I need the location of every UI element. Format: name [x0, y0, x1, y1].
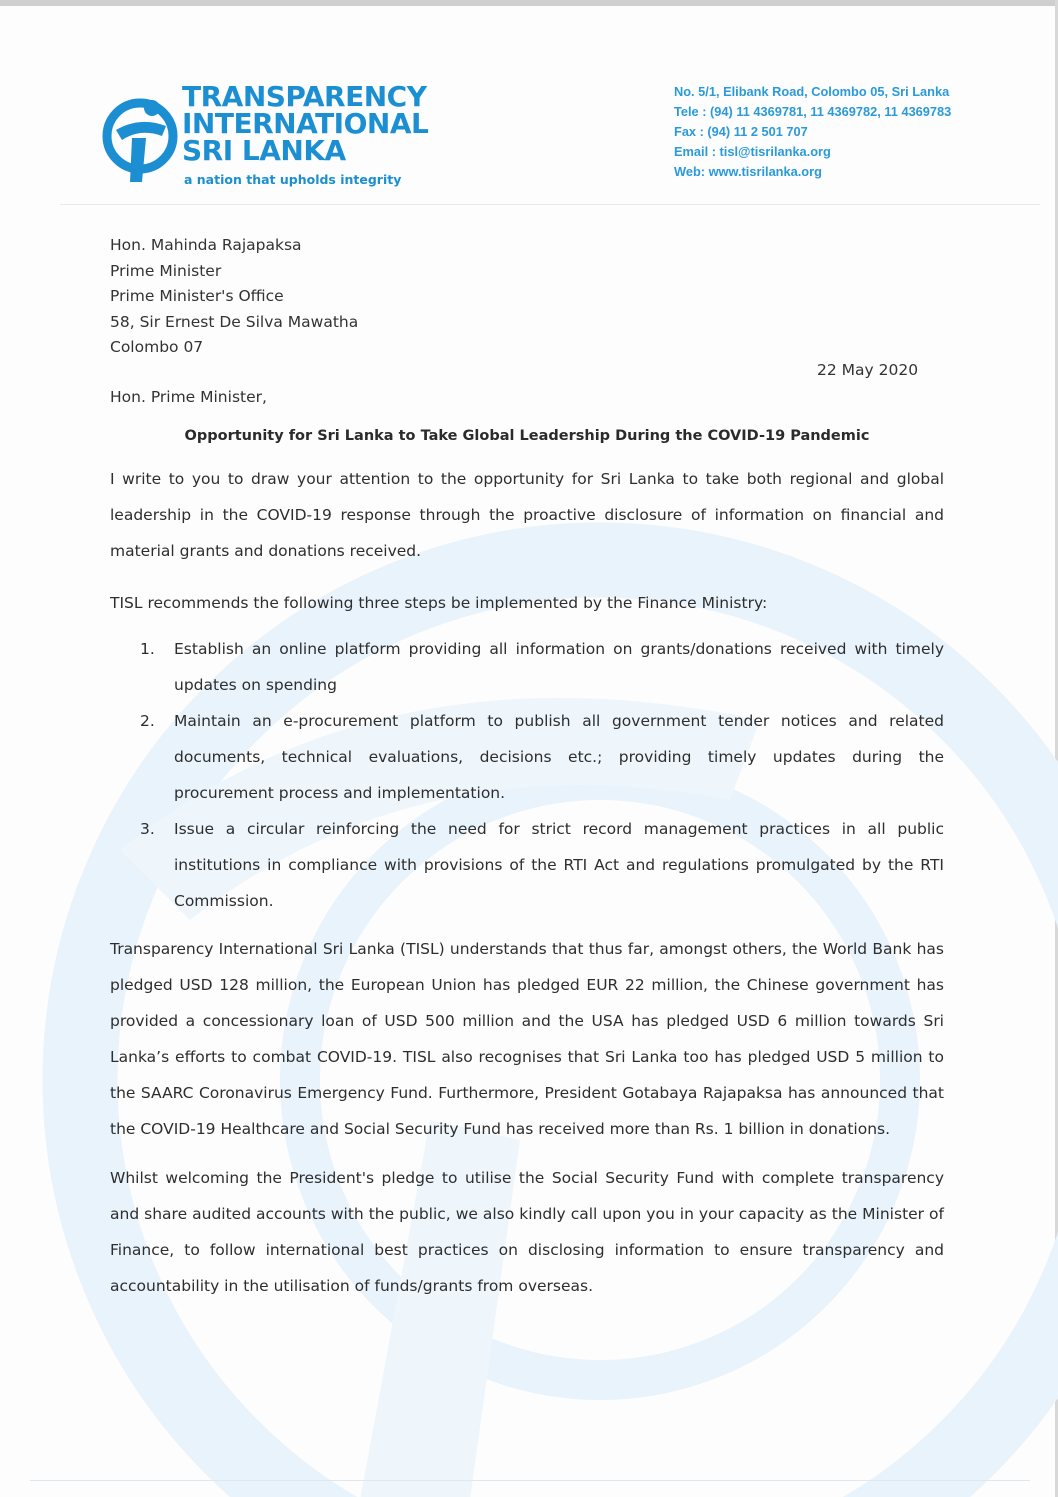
contact-fax: Fax : (94) 11 2 501 707: [674, 124, 808, 139]
recipient-line: Prime Minister's Office: [110, 287, 284, 305]
recipient-line: Colombo 07: [110, 338, 204, 356]
org-name-line: TRANSPARENCY: [182, 80, 427, 113]
contact-block: [674, 82, 951, 182]
subject-heading: Opportunity for Sri Lanka to Take Global Leadership During the COVID-19 Pandemic: [184, 428, 870, 444]
list-item: [110, 631, 944, 703]
salutation: Hon. Prime Minister,: [110, 388, 267, 406]
recipient-address: [110, 233, 358, 361]
header-divider: [60, 204, 1040, 205]
list-text: Establish an online platform providing all information on grants/donations received with timely updates on spending: [174, 640, 944, 694]
list-item: [110, 811, 944, 919]
recommendation-intro: TISL recommends the following three steps be implemented by the Finance Ministry:: [110, 594, 768, 612]
list-number: 3.: [140, 820, 155, 838]
list-text: Maintain an e-procurement platform to publish all government tender notices and related documents, technical evaluations, decisions etc.; providing timely updates during the procurement process and implementation.: [174, 712, 944, 802]
contact-email: Email : tisl@tisrilanka.org: [674, 144, 831, 159]
list-number: 1.: [140, 640, 155, 658]
org-name-line: INTERNATIONAL: [182, 107, 429, 140]
list-text: Issue a circular reinforcing the need for strict record management practices in all public institutions in compliance with provisions of the RTI Act and regulations promulgated by the RTI Commission.: [174, 820, 944, 910]
tisl-emblem: [102, 86, 178, 186]
recipient-line: Hon. Mahinda Rajapaksa: [110, 236, 302, 254]
recipient-line: 58, Sir Ernest De Silva Mawatha: [110, 312, 359, 331]
tisl-logo: [102, 82, 462, 192]
org-tagline: a nation that upholds integrity: [184, 172, 402, 187]
org-name: [182, 80, 429, 167]
pledges-paragraph: Transparency International Sri Lanka (TISL) understands that thus far, amongst others, the World Bank has pledged USD 128 million, the European Union has pledged EUR 22 million, the Chinese government has provided a concessionary loan of USD 500 million and the USA has pledged USD 6 million towards Sri Lanka’s efforts to combat COVID-19. TISL also recognises that Sri Lanka too has pledged USD 5 million to the SAARC Coronavirus Emergency Fund. Furthermore, President Gotabaya Rajapaksa has announced that the COVID-19 Healthcare and Social Security Fund has received more than Rs. 1 billion in donations.: [110, 940, 944, 1138]
list-number: 2.: [140, 712, 155, 730]
letter-date: 22 May 2020: [817, 361, 919, 379]
contact-telephone: Tele : (94) 11 4369781, 11 4369782, 11 4369783: [674, 104, 952, 119]
intro-paragraph: I write to you to draw your attention to the opportunity for Sri Lanka to take both regional and global leadership in the COVID-19 response through the proactive disclosure of information on financial and material grants and donations received.: [110, 470, 944, 560]
list-item: [110, 703, 944, 811]
org-name-line: SRI LANKA: [182, 134, 346, 167]
contact-web: Web: www.tisrilanka.org: [674, 164, 822, 179]
contact-address: No. 5/1, Elibank Road, Colombo 05, Sri Lanka: [674, 84, 950, 99]
closing-paragraph: Whilst welcoming the President's pledge to utilise the Social Security Fund with complete transparency and share audited accounts with the public, we also kindly call upon you in your capacity as the Minister of Finance, to follow international best practices on disclosing information to ensure transparency and accountability in the utilisation of funds/grants from overseas.: [110, 1169, 944, 1295]
recommendation-list: [110, 631, 944, 919]
footer-divider: [30, 1480, 1030, 1481]
recipient-line: Prime Minister: [110, 261, 222, 280]
